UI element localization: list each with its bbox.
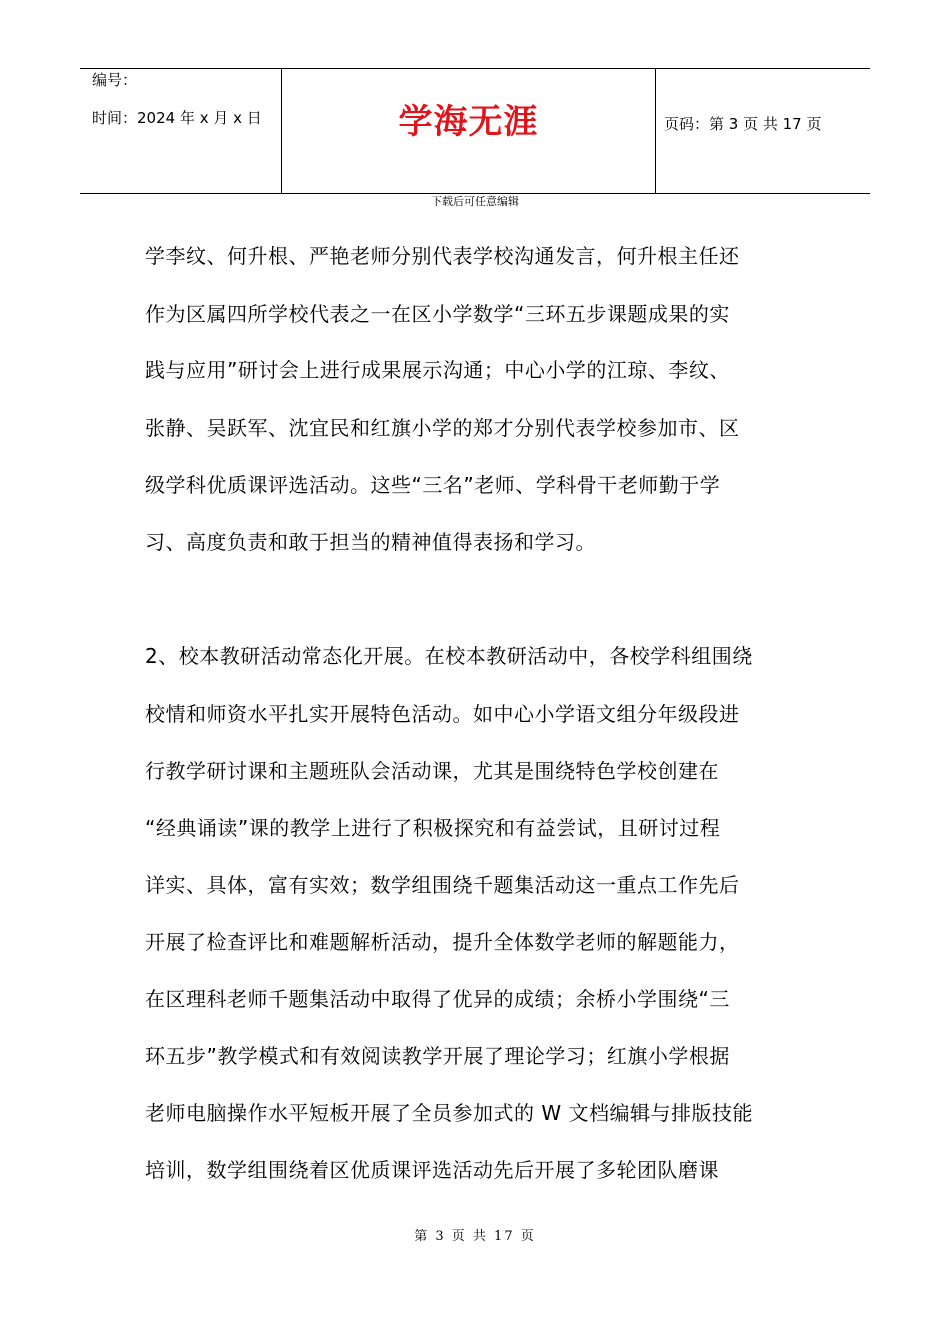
header-top-rule	[80, 68, 870, 69]
page-footer: 第 3 页 共 17 页	[414, 1229, 536, 1244]
header-time-label: 时间：2024 年 x 月 x 日	[92, 109, 262, 127]
body-line: “经典诵读”课的教学上进行了积极探究和有益尝试，且研讨过程	[145, 816, 721, 840]
body-line: 环五步”教学模式和有效阅读教学开展了理论学习；红旗小学根据	[145, 1044, 730, 1068]
body-line: 行教学研讨课和主题班队会活动课，尤其是围绕特色学校创建在	[145, 759, 719, 783]
header-page-label: 页码：第 3 页 共 17 页	[664, 115, 822, 133]
body-line: 张静、吴跃军、沈宜民和红旗小学的郑才分别代表学校参加市、区	[145, 416, 740, 440]
body-line: 习、高度负责和敢于担当的精神值得表扬和学习。	[145, 530, 596, 554]
body-line: 级学科优质课评选活动。这些“三名”老师、学科骨干老师勤于学	[145, 473, 721, 497]
body-line: 2、校本教研活动常态化开展。在校本教研活动中，各校学科组围绕	[145, 644, 753, 668]
header-number-label: 编号：	[92, 71, 138, 89]
body-line: 校情和师资水平扎实开展特色活动。如中心小学语文组分年级段进	[145, 702, 740, 726]
body-line: 老师电脑操作水平短板开展了全员参加式的 W 文档编辑与排版技能	[145, 1101, 753, 1125]
body-line: 详实、具体，富有实效；数学组围绕千题集活动这一重点工作先后	[145, 873, 740, 897]
download-note: 下载后可任意编辑	[431, 195, 519, 208]
body-line: 开展了检查评比和难题解析活动，提升全体数学老师的解题能力，	[145, 930, 740, 954]
body-line: 在区理科老师千题集活动中取得了优异的成绩；余桥小学围绕“三	[145, 987, 730, 1011]
body-line: 培训，数学组围绕着区优质课评选活动先后开展了多轮团队磨课	[145, 1158, 719, 1182]
body-line: 作为区属四所学校代表之一在区小学数学“三环五步课题成果的实	[145, 302, 730, 326]
header-divider-right	[655, 68, 656, 194]
body-line: 践与应用”研讨会上进行成果展示沟通；中心小学的江琼、李纹、	[145, 358, 730, 382]
body-line: 学李纹、何升根、严艳老师分别代表学校沟通发言，何升根主任还	[145, 244, 740, 268]
header-brand-title: 学海无涯	[398, 102, 539, 142]
